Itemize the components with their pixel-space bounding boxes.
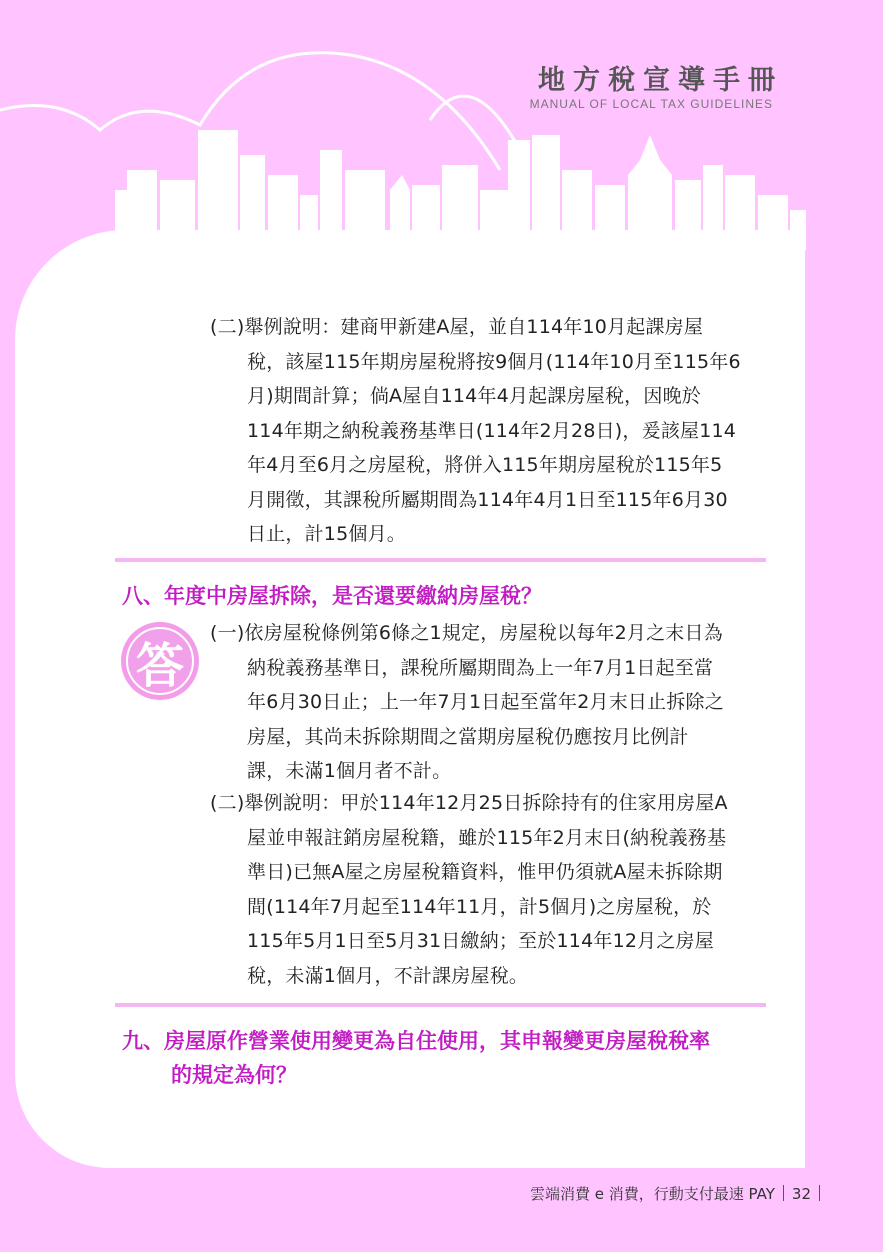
- text-line: 年6月30日止；上一年7月1日起至當年2月末日止拆除之: [247, 691, 724, 713]
- footer-slogan: 雲端消費 e 消費，行動支付最速 PAY: [530, 1185, 775, 1203]
- text-line: (一)依房屋稅條例第6條之1規定，房屋稅以每年2月之末日為: [210, 622, 723, 644]
- text-line: 日止，計15個月。: [247, 523, 406, 545]
- footer-separator: [783, 1185, 784, 1201]
- example-paragraph-prev: [210, 310, 770, 552]
- text-line: 課，未滿1個月者不計。: [247, 760, 452, 782]
- text-line: 年4月至6月之房屋稅，將併入115年期房屋稅於115年5: [247, 454, 723, 476]
- question-8-heading: 八、年度中房屋拆除，是否還要繳納房屋稅？: [122, 584, 542, 608]
- answer-badge: [121, 622, 199, 700]
- answer-8-part-2: [210, 786, 770, 993]
- handbook-title: 地方稅宣導手冊: [538, 65, 783, 96]
- footer-separator: [819, 1185, 820, 1201]
- section-divider: [115, 1003, 766, 1007]
- text-line: 115年5月1日至5月31日繳納；至於114年12月之房屋: [247, 930, 714, 952]
- text-line: 稅，該屋115年期房屋稅將按9個月(114年10月至115年6: [247, 350, 741, 373]
- text-line: 房屋，其尚未拆除期間之當期房屋稅仍應按月比例計: [247, 725, 689, 748]
- text-line: (二)舉例說明：甲於114年12月25日拆除持有的住家用房屋A: [210, 792, 728, 814]
- text-line: 稅，未滿1個月，不計課房屋稅。: [247, 964, 529, 987]
- question-9-line-1: 九、房屋原作營業使用變更為自住使用，其申報變更房屋稅稅率: [122, 1029, 710, 1053]
- answer-badge-label: 答: [126, 627, 194, 695]
- text-line: 納稅義務基準日，課稅所屬期間為上一年7月1日起至當: [247, 656, 714, 679]
- text-line: 間(114年7月起至114年11月，計5個月)之房屋稅，於: [247, 895, 712, 918]
- section-divider: [115, 558, 766, 562]
- text-line: 月開徵，其課稅所屬期間為114年4月1日至115年6月30: [247, 488, 728, 511]
- text-line: (二)舉例說明：建商甲新建A屋，並自114年10月起課房屋: [210, 316, 704, 338]
- question-9-heading: [122, 1024, 710, 1092]
- page-footer: [530, 1183, 828, 1204]
- handbook-subtitle: MANUAL OF LOCAL TAX GUIDELINES: [529, 97, 773, 111]
- question-9-line-2: 的規定為何？: [171, 1063, 297, 1087]
- text-line: 屋並申報註銷房屋稅籍，雖於115年2月末日(納稅義務基: [247, 826, 727, 849]
- text-line: 114年期之納稅義務基準日(114年2月28日)，爰該屋114: [247, 419, 737, 442]
- answer-8-part-1: [210, 616, 770, 789]
- page-number: 32: [791, 1185, 811, 1203]
- text-line: 月)期間計算；倘A屋自114年4月起課房屋稅，因晚於: [247, 385, 701, 407]
- text-line: 準日)已無A屋之房屋稅籍資料，惟甲仍須就A屋未拆除期: [247, 861, 723, 883]
